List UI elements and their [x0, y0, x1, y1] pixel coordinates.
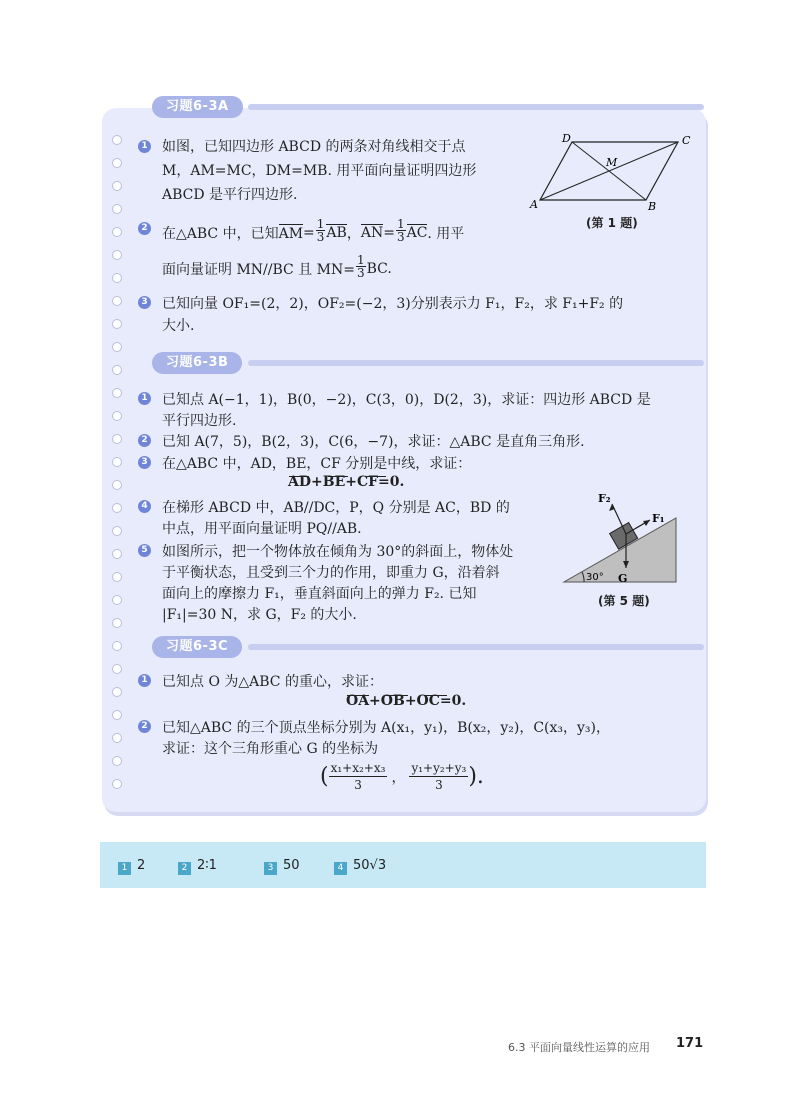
question-number: 2 [138, 222, 151, 235]
a2-line2-text: 面向量证明 MN//BC 且 MN= [162, 261, 355, 278]
answer-2 [178, 858, 217, 874]
section-a-header [152, 96, 704, 118]
b3-formula: AD+BE+CF=0. [288, 474, 405, 490]
question-number: 1 [138, 392, 151, 405]
label-g: G [618, 572, 628, 585]
ring [112, 158, 122, 168]
b1-line-1: 已知点 A(−1，1)，B(0，−2)，C(3，0)，D(2，3)，求证：四边形 ABCD 是 [162, 392, 651, 408]
vector-am-text: AM [278, 225, 304, 242]
fraction-x-num: x₁+x₂+x₃ [330, 761, 386, 775]
ring [112, 388, 122, 398]
ring [112, 526, 122, 536]
a2-line-2 [162, 253, 392, 281]
vec-bar-oc [425, 695, 447, 696]
ring [112, 204, 122, 214]
vec-bar-oa [347, 695, 369, 696]
answer-box: 3 [264, 862, 277, 875]
answer-box: 2 [178, 862, 191, 875]
ring [112, 641, 122, 651]
b3-line: 在△ABC 中，AD，BE，CF 分别是中线，求证： [162, 456, 472, 472]
label-c: C [682, 134, 691, 147]
equals: = [383, 224, 395, 241]
c2-line-2: 求证：这个三角形重心 G 的坐标为 [162, 741, 379, 757]
section-b-header [152, 352, 704, 374]
section-c-header [152, 636, 704, 658]
a1-line-1: 如图，已知四边形 ABCD 的两条对角线相交于点 [162, 139, 466, 155]
a3-line-2: 大小. [162, 318, 195, 334]
c2-line-1: 已知△ABC 的三个顶点坐标分别为 A(x₁，y₁)，B(x₂，y₂)，C(x₃，y₃)， [162, 720, 611, 736]
vector-am [279, 224, 303, 242]
parallelogram-figure [528, 132, 698, 214]
ring [112, 664, 122, 674]
fraction-one-third [316, 218, 326, 243]
vector-ab [326, 224, 346, 241]
ring [112, 319, 122, 329]
ring [112, 365, 122, 375]
b4-line-1: 在梯形 ABCD 中，AB//DC，P，Q 分别是 AC，BD 的 [162, 500, 510, 516]
frac-num: 1 [316, 217, 325, 231]
a2-text: 在△ABC 中，已知 [162, 225, 279, 242]
ring [112, 618, 122, 628]
paren-open: ( [320, 764, 329, 789]
ring [112, 250, 122, 260]
frac-num: 1 [356, 253, 365, 267]
question-number: 3 [138, 296, 151, 309]
ring [112, 342, 122, 352]
force-f2-arrow [609, 504, 615, 511]
a1-line-3: ABCD 是平行四边形. [162, 187, 298, 203]
diagonal-ac [540, 142, 678, 200]
answer-value: 50√3 [353, 858, 387, 873]
fraction-x-den: 3 [354, 778, 362, 792]
vector-an-text: AN [360, 225, 384, 241]
question-number: 2 [138, 434, 151, 447]
ring [112, 227, 122, 237]
ring [112, 572, 122, 582]
incline-figure [560, 490, 680, 590]
ring [112, 434, 122, 444]
c1-formula: OA+OB+OC=0. [346, 693, 467, 709]
ring [112, 480, 122, 490]
b5-line-2: 于平衡状态，且受到三个力的作用，即重力 G，沿着斜 [162, 565, 500, 581]
c1-line: 已知点 O 为△ABC 的重心，求证： [162, 674, 383, 690]
question-number: 1 [138, 674, 151, 687]
section-a-bar [248, 104, 704, 110]
ring [112, 503, 122, 513]
question-number: 5 [138, 544, 151, 557]
vec-bar-cf [366, 476, 386, 477]
vec-bar-be [328, 476, 348, 477]
frac-den: 3 [356, 266, 365, 280]
fraction-one-third [396, 218, 406, 243]
ring [112, 181, 122, 191]
ring [112, 273, 122, 283]
ring [112, 733, 122, 743]
a2-tail: . 用平 [427, 225, 465, 242]
section-b-bar [248, 360, 704, 366]
answer-value: 2∶1 [197, 858, 217, 873]
centroid-formula [320, 760, 484, 793]
b1-line-2: 平行四边形. [162, 413, 237, 429]
label-angle: 30° [586, 572, 604, 583]
footer-section: 6.3 平面向量线性运算的应用 [508, 1041, 650, 1054]
b2-line: 已知 A(7，5)，B(2，3)，C(6，−7)，求证：△ABC 是直角三角形. [162, 434, 585, 450]
fraction-y-den: 3 [435, 778, 443, 792]
separator: ， [346, 225, 361, 242]
a1-line-2: M，AM=MC，DM=MB. 用平面向量证明四边形 [162, 163, 477, 179]
frac-num: 1 [396, 217, 405, 231]
ring [112, 549, 122, 559]
frac-den: 3 [316, 230, 325, 244]
comma: ， [391, 769, 406, 786]
vector-an [361, 224, 383, 241]
ring [112, 411, 122, 421]
section-b-tag: 习题6-3B [152, 352, 242, 374]
a2-line-1 [162, 217, 465, 245]
label-d: D [562, 132, 571, 145]
question-number: 4 [138, 500, 151, 513]
vec-bar-ad [289, 476, 309, 477]
ring [112, 687, 122, 697]
label-f1: F₁ [652, 512, 665, 525]
answer-box: 1 [118, 862, 131, 875]
b5-line-3: 面向上的摩擦力 F₁，垂直斜面向上的弹力 F₂. 已知 [162, 586, 477, 602]
label-b: B [648, 200, 657, 213]
ring [112, 756, 122, 766]
fraction-y [409, 760, 468, 793]
paren-close: ). [468, 764, 484, 789]
section-c-tag: 习题6-3C [152, 636, 242, 658]
section-a-tag: 习题6-3A [152, 96, 243, 118]
frac-den: 3 [396, 230, 405, 244]
figure-5-caption: (第 5 题) [598, 594, 650, 608]
answer-value: 50 [283, 858, 300, 873]
ring [112, 296, 122, 306]
ring [112, 457, 122, 467]
equals: = [303, 224, 315, 241]
label-f2: F₂ [598, 492, 611, 505]
ring [112, 595, 122, 605]
fraction-one-third [356, 254, 366, 279]
b5-line-1: 如图所示，把一个物体放在倾角为 30°的斜面上，物体处 [162, 544, 514, 560]
answer-value: 2 [137, 858, 146, 873]
b5-line-4: |F₁|=30 N，求 G，F₂ 的大小. [162, 607, 357, 623]
section-c-bar [248, 644, 704, 650]
fraction-y-num: y₁+y₂+y₃ [411, 761, 467, 775]
answer-1 [118, 858, 145, 874]
vector-ac [407, 224, 428, 241]
ring [112, 135, 122, 145]
label-a: A [530, 198, 538, 211]
question-number: 2 [138, 720, 151, 733]
figure-1-caption: (第 1 题) [586, 216, 638, 230]
ring [112, 710, 122, 720]
question-number: 1 [138, 140, 151, 153]
vector-ab-text: AB [326, 225, 347, 241]
page-number: 171 [676, 1036, 704, 1051]
answer-4 [334, 858, 386, 874]
vector-ac-text: AC [406, 225, 428, 241]
a2-line2-end: BC. [366, 260, 392, 277]
question-number: 3 [138, 456, 151, 469]
fraction-x [329, 760, 388, 793]
vec-bar-ob [386, 695, 408, 696]
answer-3 [264, 858, 300, 874]
label-m: M [606, 156, 618, 169]
ring [112, 779, 122, 789]
answer-box: 4 [334, 862, 347, 875]
a3-line-1: 已知向量 OF₁=(2，2)，OF₂=(−2，3)分别表示力 F₁，F₂，求 F₁+F₂ 的 [162, 296, 624, 312]
b4-line-2: 中点，用平面向量证明 PQ//AB. [162, 521, 362, 537]
